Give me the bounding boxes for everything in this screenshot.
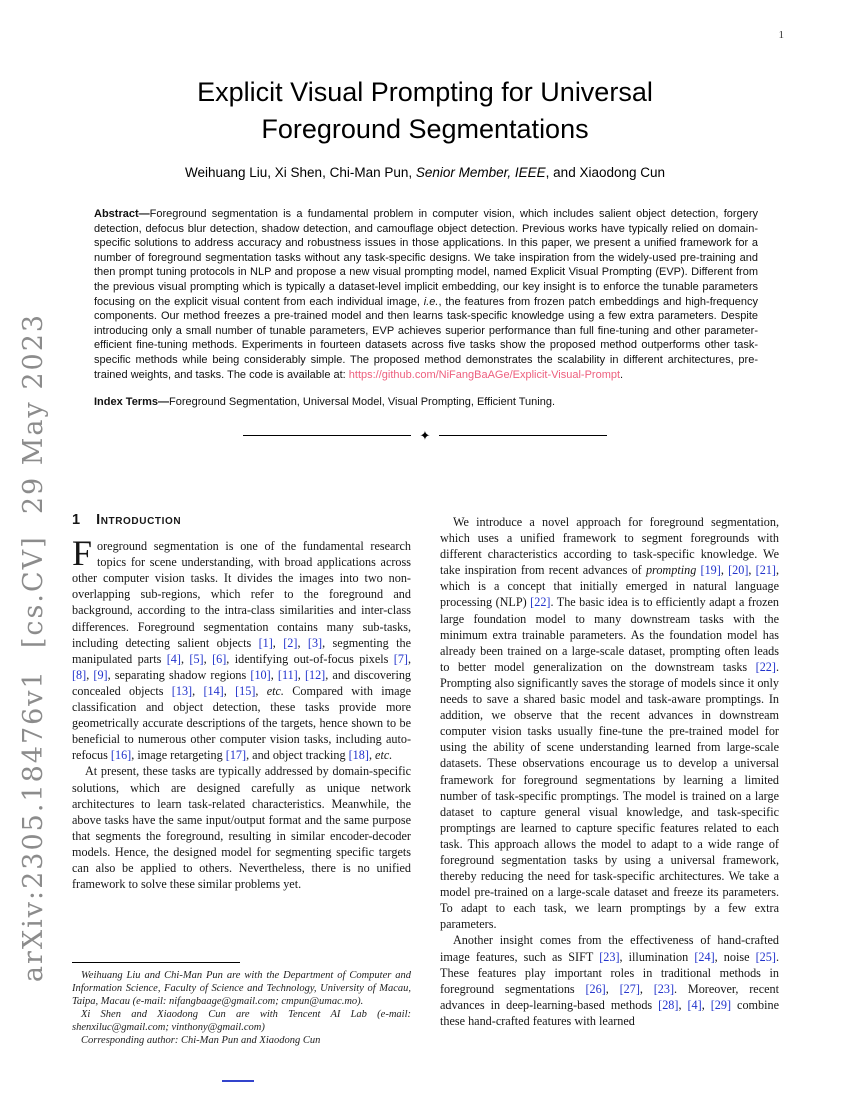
intro-paragraph-4 [440, 932, 779, 1029]
intro-paragraph-3-text: We introduce a novel approach for foreground segmentation, which uses a unified framework to segment foregrounds with different characteristics according to task-specific knowledge. We take inspiration from recent advances of prompting [19], [20], [21], which is a concept that initially emerged in natural language processing (NLP) [22]. The basic idea is to efficiently adapt a frozen large foundation model to many downstream tasks with the minimum extra trainable parameters. As the foundation model has already been trained on a large-scale dataset, prompting often leads to better model generalization on the downstream tasks [22]. Prompting also significantly saves the storage of models since it only needs to save a shared basic model and task-aware promptings. In addition, we observe that the recent advances in downstream computer vision tasks usually fine-tune the pre-trained model for using the ability of scene understanding learned from large-scale datasets. These observations encourage us to develop a universal framework for foreground segmentations by learning a limited number of task-specific promptings. The model is trained on a large dataset to capture general visual knowledge, and task-specific promptings are learned to capture specific features related to each task. This approach allows the model to adapt to a wide range of foreground segmentation tasks by using a universal framework, thereby reducing the need for task-specific architectures. We take a model pre-trained on a large-scale dataset and freeze its parameters. To adapt to each task, we learn promptings by a few extra parameters. [440, 515, 780, 932]
title-body-divider [0, 429, 850, 442]
citation-ref[interactable]: [24] [694, 949, 715, 964]
citation-ref[interactable]: [8] [72, 667, 87, 682]
footnote-affiliation-2: Xi Shen and Xiaodong Cun are with Tencent AI Lab (e-mail: shenxiluc@gmail.com; vinthony@gmail.com) [72, 1009, 411, 1033]
intro-paragraph-2-text: At present, these tasks are typically addressed by domain-specific solutions, which are designed carefully as unique network architectures to learn task-related characteristics. Meanwhile, the above tasks have the same input/output format and the same purpose that segments the foreground, resulting in similar encoder-decoder models. Hence, the designed model for segmenting specific targets can also be applied to others. Nevertheless, there is no unified framework to solve these similar problems yet. [72, 764, 411, 892]
index-terms-label: Index Terms— [94, 396, 169, 409]
abstract-paragraph [94, 207, 758, 382]
citation-ref[interactable]: [22] [755, 659, 776, 674]
index-terms-line [94, 395, 758, 410]
section-heading-introduction [72, 512, 411, 528]
citation-ref[interactable]: [16] [110, 748, 132, 763]
citation-ref[interactable]: [28] [658, 997, 679, 1012]
citation-ref[interactable]: [3] [307, 635, 323, 650]
citation-ref[interactable]: [5] [189, 651, 204, 666]
citation-ref[interactable]: [26] [585, 981, 606, 996]
divider-line-right [439, 435, 607, 436]
abstract-label: Abstract— [94, 208, 150, 220]
footnote-corresponding-author: Corresponding author: Chi-Man Pun and Xiaodong Cun [81, 1035, 321, 1046]
section-number: 1 [72, 512, 81, 528]
citation-ref[interactable]: [15] [235, 683, 256, 698]
intro-paragraph-2 [72, 763, 411, 892]
index-terms-text: Foreground Segmentation, Universal Model, Visual Prompting, Efficient Tuning. [169, 396, 556, 409]
link-underline-mark [222, 1080, 254, 1082]
divider-line-left [243, 435, 411, 436]
paper-title-line-2: Foreground Segmentations [261, 114, 589, 144]
citation-ref[interactable]: [18] [348, 748, 369, 763]
right-column [440, 506, 779, 1029]
arxiv-stamp-text: arXiv:2305.18476v1 [cs.CV] 29 May 2023 [18, 312, 50, 982]
code-repository-link[interactable]: https://github.com/NiFangBaAGe/Explicit-Visual-Prompt [348, 368, 621, 381]
citation-ref[interactable]: [11] [277, 667, 298, 682]
citation-ref[interactable]: [21] [755, 563, 776, 578]
citation-ref[interactable]: [10] [250, 667, 271, 682]
footnote-affiliation-1: Weihuang Liu and Chi-Man Pun are with the Department of Computer and Information Science, Faculty of Science and Technology, University of Macau, Taipa, Macau (e-mail: nifangbaage@gmail.com; cmpun@umac.mo). [72, 970, 411, 1007]
citation-ref[interactable]: [12] [304, 667, 326, 682]
arxiv-watermark [12, 197, 56, 1097]
citation-ref[interactable]: [4] [166, 651, 181, 666]
citation-ref[interactable]: [20] [728, 563, 749, 578]
diamond-icon: ✦ [419, 428, 431, 443]
intro-paragraph-1-text: oreground segmentation is one of the fundamental research topics for scene understanding, with broad applications across other computer vision tasks. It divides the images into two non-overlapping sub-regions, which refer to the foreground and background, according to the intra-class similarities and inter-class differences. Foreground segmentation contains many sub-tasks, including detecting salient objects [1], [2], [3], segmenting the manipulated parts [4], [5], [6], identifying out-of-focus pixels [7], [8], [9], separating shadow regions [10], [11], [12], and discovering concealed objects [13], [14], [15], etc. Compared with image classification and object detection, these tasks provide more geometrically accurate descriptions of the targets, hence shown to be beneficial to numerous other computer vision tasks, including auto-refocus [16], image retargeting [17], and object tracking [18], etc. [72, 539, 412, 763]
citation-ref[interactable]: [4] [687, 997, 702, 1012]
section-title: Introduction [96, 512, 182, 528]
author-footnote [72, 962, 411, 1047]
citation-ref[interactable]: [1] [258, 635, 273, 650]
citation-ref[interactable]: [2] [283, 635, 298, 650]
intro-paragraph-3 [440, 514, 779, 932]
citation-ref[interactable]: [19] [700, 563, 721, 578]
citation-ref[interactable]: [17] [225, 748, 247, 763]
footnote-rule [72, 962, 240, 963]
dropcap-letter: F [72, 533, 93, 574]
author-line: Weihuang Liu, Xi Shen, Chi-Man Pun, Senior Member, IEEE, and Xiaodong Cun [184, 165, 666, 180]
citation-ref[interactable]: [9] [93, 667, 108, 682]
abstract-text: Foreground segmentation is a fundamental problem in computer vision, which includes salient object detection, forgery detection, defocus blur detection, shadow detection, and camouflage object detection. Previous works have typically relied on domain-specific solutions to address accuracy and robustness issues in those applications. In this paper, we present a unified framework for a number of foreground segmentation tasks without any task-specific designs. We take inspiration from the widely-used pre-training and then prompt tuning protocols in NLP and propose a new visual prompting model, named Explicit Visual Prompting (EVP). Different from the previous visual prompting which is typically a dataset-level implicit embedding, our key insight is to enforce the tunable parameters focusing on the explicit visual content from each individual image, i.e., the features from frozen patch embeddings and high-frequency components. Our method freezes a pre-trained model and then learns task-specific knowledge using a few extra parameters. Despite introducing only a small number of tunable parameters, EVP achieves superior performance than full fine-tuning and other parameter-efficient fine-tuning methods. Experiments in fourteen datasets across five tasks show the proposed method outperforms other task-specific methods while being considerably simple. The proposed method demonstrates the scalability in different architectures, pre-trained weights, and tasks. The code is available at: https://github.com/NiFangBaAGe/Explicit-Visual-Prompt. [94, 208, 759, 381]
page-number: 1 [778, 29, 784, 41]
paper-title-line-1: Explicit Visual Prompting for Universal [197, 77, 653, 107]
citation-ref[interactable]: [29] [710, 997, 732, 1012]
citation-ref[interactable]: [6] [212, 651, 227, 666]
intro-paragraph-4-text: Another insight comes from the effectiveness of hand-crafted image features, such as SIFT [23], illumination [24], noise [25]. These features play important roles in traditional methods in foreground segmentations [26], [27], [23]. Moreover, recent advances in deep-learning-based methods [28], [4], [29] combine these hand-crafted features with learned [440, 933, 780, 1028]
left-column [72, 506, 411, 1029]
paper-title [0, 74, 850, 148]
citation-ref[interactable]: [23] [653, 981, 675, 996]
citation-ref[interactable]: [27] [619, 981, 640, 996]
two-column-body [72, 506, 779, 1029]
citation-ref[interactable]: [13] [171, 683, 193, 698]
citation-ref[interactable]: [25] [755, 949, 776, 964]
citation-ref[interactable]: [22] [530, 595, 551, 610]
citation-ref[interactable]: [23] [599, 949, 620, 964]
front-matter [94, 207, 758, 410]
citation-ref[interactable]: [7] [393, 651, 408, 666]
citation-ref[interactable]: [14] [203, 683, 224, 698]
intro-paragraph-1 [72, 533, 412, 763]
